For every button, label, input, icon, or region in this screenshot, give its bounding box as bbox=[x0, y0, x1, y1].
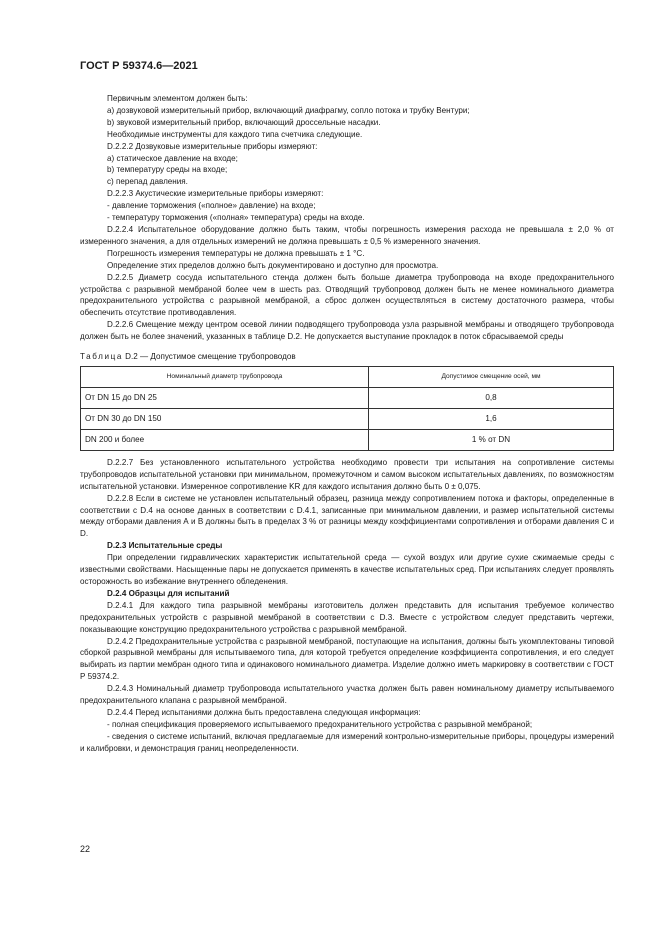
table-caption-prefix: Таблица bbox=[80, 352, 123, 362]
paragraph: - давление торможения («полное» давление) на входе; bbox=[107, 201, 316, 211]
table-row bbox=[81, 429, 614, 450]
table-caption bbox=[80, 351, 614, 363]
table-header-row bbox=[81, 366, 614, 387]
table-row bbox=[81, 408, 614, 429]
paragraph: D.2.2.8 Если в системе не установлен испытательный образец, разница между сопротивлением потока и факторы, определенные в соответствии с D.4 на основе данных в соответствии с D.4.1, записанные при минимальном давлении, и размер испытательной системы между отборами давления А и В должны быть в пределах 3 % от разницы между коэффициентами сопротивления и отборами давления С и D. bbox=[80, 493, 614, 539]
table-cell-offset: 1 % от DN bbox=[369, 429, 614, 450]
table-cell-offset: 0,8 bbox=[369, 387, 614, 408]
paragraph: D.2.2.5 Диаметр сосуда испытательного стенда должен быть больше диаметра трубопровода на входе предохранительного устройства с разрывной мембраной более чем в шесть раз. Отводящий трубопровод должен быть не менее номинального диаметра предохранительного устройства с разрывной мембраной, а сброс должен осуществляться в систему достаточного размера, чтобы обеспечить отсутствие противодавления. bbox=[80, 272, 614, 318]
offset-table bbox=[80, 366, 614, 451]
table-header-offset: Допустимое смещение осей, мм bbox=[369, 366, 614, 387]
paragraph: D.2.2.4 Испытательное оборудование должно быть таким, чтобы погрешность измерения расхода не превышала ± 2,0 % от измеренного значения, а для отдельных измерений не должна превышать ± 0,5 % измеренного значения. bbox=[80, 224, 614, 246]
section-heading: D.2.4 Образцы для испытаний bbox=[107, 588, 230, 598]
table-row bbox=[81, 387, 614, 408]
paragraph: a) статическое давление на входе; bbox=[107, 153, 238, 163]
table-header-diameter: Номинальный диаметр трубопровода bbox=[81, 366, 369, 387]
paragraph: b) температуру среды на входе; bbox=[107, 165, 228, 175]
section-after-table bbox=[80, 457, 614, 755]
paragraph: D.2.4.1 Для каждого типа разрывной мембраны изготовитель должен представить для испытания требуемое количество предохранительных устройств с разрывной мембраной в соответствии с D.3. Вместе с устройством следует представить чертежи, показывающие конструкцию предохранительного устройства с разрывной мембраной. bbox=[80, 600, 614, 634]
paragraph: D.2.4.2 Предохранительные устройства с разрывной мембраной, поступающие на испытания, должны быть укомплектованы типовой сборкой разрывной мембраны для испытываемого типа, для которой требуется определение коэффициента сопротивления, и его следует выбирать из партии мембран одного типа и одинакового номинального диаметра. Изделие должно иметь маркировку в соответствии с ГОСТ Р 59374.2. bbox=[80, 636, 614, 682]
table-cell-diameter: От DN 30 до DN 150 bbox=[81, 408, 369, 429]
page-number: 22 bbox=[80, 844, 91, 854]
paragraph: D.2.2.6 Смещение между центром осевой линии подводящего трубопровода узла разрывной мембраны и отводящего трубопровода должен быть не более значений, указанных в таблице D.2. Не допускается выступание прокладок в поток сбрасываемой среды bbox=[80, 320, 614, 342]
paragraph: - сведения о системе испытаний, включая предлагаемые для измерений контрольно-измерительные приборы, процедуры измерений и калибровки, и демонстрация границ неопределенности. bbox=[80, 731, 614, 753]
document-header: ГОСТ Р 59374.6—2021 bbox=[80, 60, 198, 72]
paragraph: Необходимые инструменты для каждого типа счетчика следующие. bbox=[107, 129, 363, 139]
table-caption-title: D.2 — Допустимое смещение трубопроводов bbox=[122, 352, 296, 362]
table-cell-diameter: DN 200 и более bbox=[81, 429, 369, 450]
section-heading: D.2.3 Испытательные среды bbox=[107, 541, 223, 551]
paragraph: D.2.2.2 Дозвуковые измерительные приборы измеряют: bbox=[107, 141, 318, 151]
paragraph: При определении гидравлических характеристик испытательной среда — сухой воздух или другие сухие сжимаемые среды с известными свойствами. Насыщенные пары не допускается применять в качестве испытательных сред. При испытаниях следует проявлять осторожность во избежание внутреннего обледенения. bbox=[80, 553, 614, 586]
paragraph: Первичным элементом должен быть: bbox=[107, 94, 248, 103]
paragraph: Определение этих пределов должно быть документировано и доступно для просмотра. bbox=[107, 260, 439, 270]
paragraph: Погрешность измерения температуры не должна превышать ± 1 °С. bbox=[107, 248, 365, 258]
paragraph: - полная спецификация проверяемого испытываемого предохранительного устройства с разрывной мембраной; bbox=[107, 719, 533, 729]
paragraph: a) дозвуковой измерительный прибор, включающий диафрагму, сопло потока и трубку Вентури; bbox=[107, 105, 470, 115]
table-cell-diameter: От DN 15 до DN 25 bbox=[81, 387, 369, 408]
paragraph: D.2.2.3 Акустические измерительные приборы измеряют: bbox=[107, 189, 324, 199]
paragraph: D.2.4.3 Номинальный диаметр трубопровода испытательного участка должен быть равен номинальному диаметру испытываемого предохранительного клапана с разрывной мембраной. bbox=[80, 684, 614, 706]
paragraph: D.2.4.4 Перед испытаниями должна быть предоставлена следующая информация: bbox=[107, 707, 421, 717]
section-before-table bbox=[80, 93, 614, 343]
paragraph: - температуру торможения («полная» температура) среды на входе. bbox=[107, 213, 365, 223]
table-cell-offset: 1,6 bbox=[369, 408, 614, 429]
paragraph: c) перепад давления. bbox=[107, 177, 188, 187]
page-content bbox=[80, 93, 614, 755]
paragraph: b) звуковой измерительный прибор, включающий дроссельные насадки. bbox=[107, 117, 381, 127]
paragraph: D.2.2.7 Без установленного испытательного устройства необходимо провести три испытания на сопротивление системы трубопроводов испытательной установки при минимальном, промежуточном и самом высоком испытательных давлениях, по возможностям испытательной установки. Измеренное сопротивление KR для каждого испытания должно быть 0 ± 0,075. bbox=[80, 457, 614, 491]
